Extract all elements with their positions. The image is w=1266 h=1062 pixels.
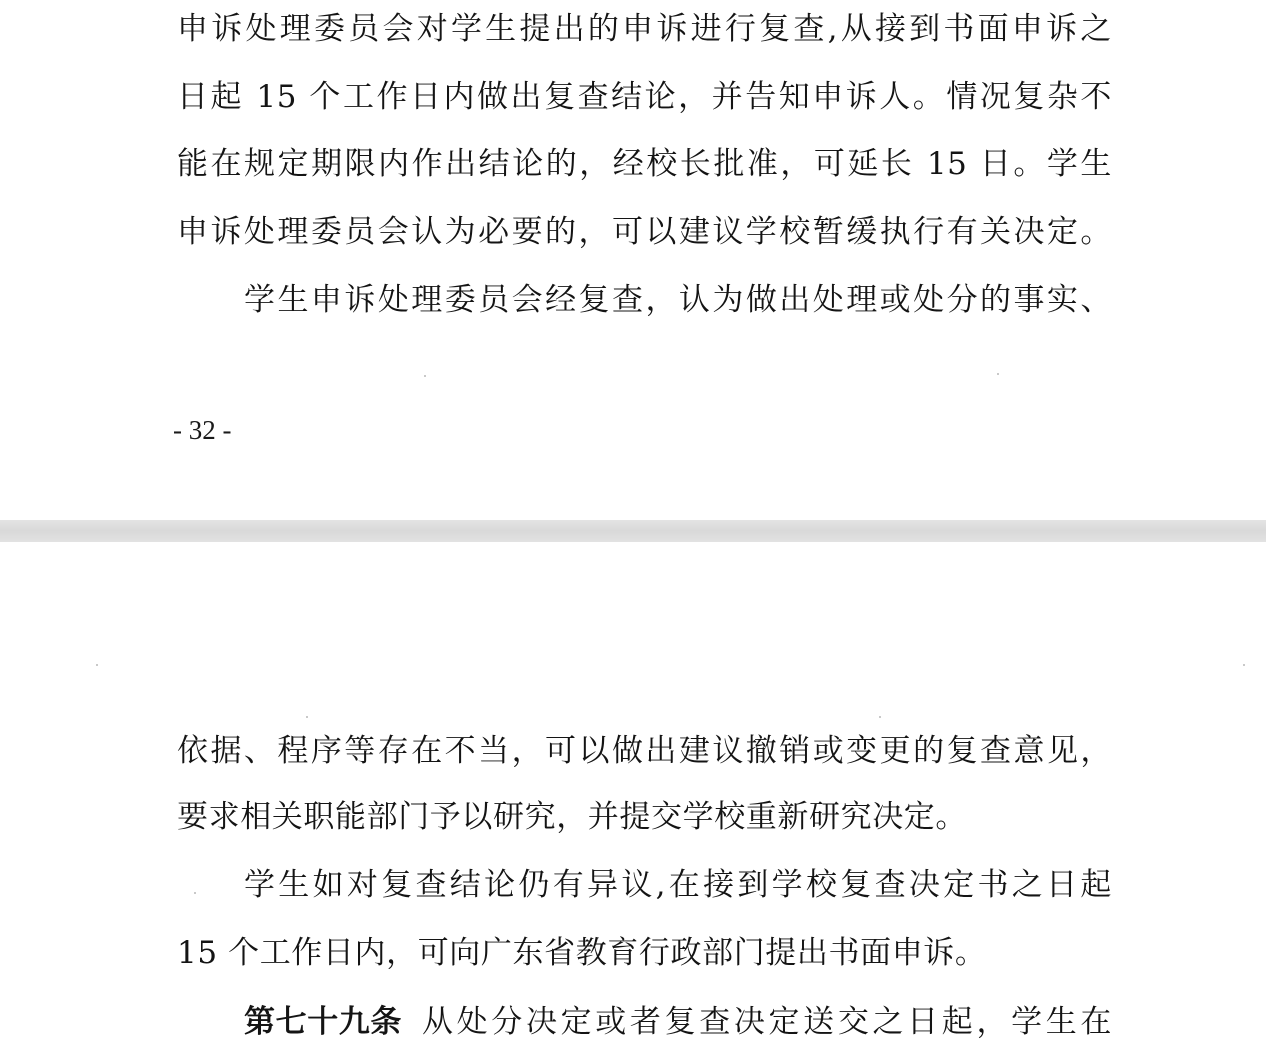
scan-speck [306,716,308,718]
page-number: - 32 - [173,415,232,445]
text-line-5: 学生申诉处理委员会经复查，认为做出处理或处分的事实、 [244,282,1112,318]
scan-speck [1243,664,1245,666]
document-page-top [0,0,1266,520]
text-line-9: 15 个工作日内，可向广东省教育行政部门提出书面申诉。 [177,935,987,971]
text-line-1: 申诉处理委员会对学生提出的申诉进行复查,从接到书面申诉之 [177,11,1112,47]
article-label: 第七十九条 [244,1004,402,1040]
scan-speck [997,373,999,375]
article-text: 从处分决定或者复查决定送交之日起，学生在 [422,1004,1112,1040]
scan-speck [879,716,881,718]
scan-speck [424,375,426,377]
text-line-4: 申诉处理委员会认为必要的，可以建议学校暂缓执行有关决定。 [177,214,1112,250]
page-separator [0,520,1266,542]
text-line-2: 日起 15 个工作日内做出复查结论，并告知申诉人。情况复杂不 [177,79,1112,115]
document-page-bottom [0,542,1266,1062]
text-line-3: 能在规定期限内作出结论的，经校长批准，可延长 15 日。学生 [177,146,1112,182]
text-line-6: 依据、程序等存在不当，可以做出建议撤销或变更的复查意见， [177,733,1112,769]
scan-speck [194,892,196,894]
text-line-7: 要求相关职能部门予以研究，并提交学校重新研究决定。 [177,799,967,835]
article-79-line [244,997,1112,1047]
text-line-8: 学生如对复查结论仍有异议,在接到学校复查决定书之日起 [244,867,1112,903]
scan-speck [96,664,98,666]
